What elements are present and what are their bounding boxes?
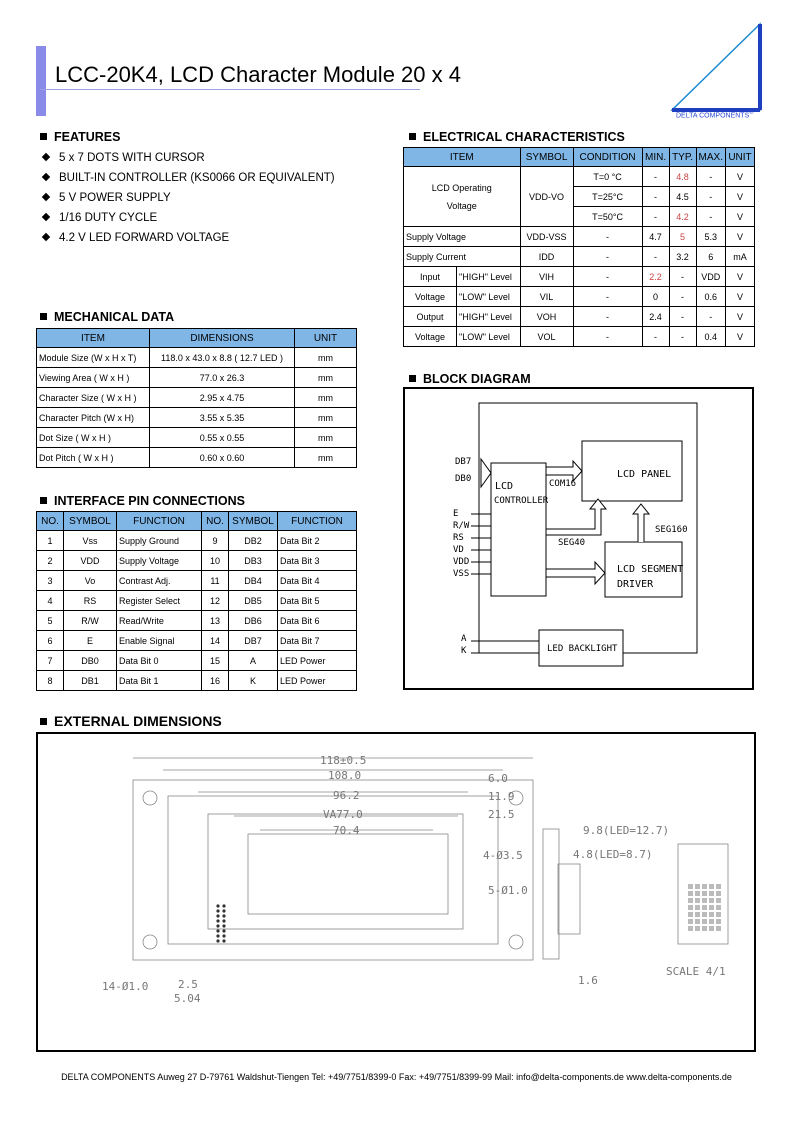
char-dot (702, 891, 707, 896)
table-row: 4 RS Register Select 12 DB5 Data Bit 5 (37, 591, 357, 611)
col-header: CONDITION (573, 148, 642, 167)
lcd-panel-label: LCD PANEL (617, 469, 672, 480)
table-row: T=50°C - 4.2 - V (404, 207, 755, 227)
char-dot (695, 884, 700, 889)
footer: DELTA COMPONENTS Auweg 27 D-79761 Waldshut-Tiengen Tel: +49/7751/8399-0 Fax: +49/7751/8399-99 Mail: info@delta-components.de www.delta-components.de (61, 1072, 732, 1082)
page-title: LCC-20K4, LCD Character Module 20 x 4 (55, 62, 461, 87)
interface-heading: INTERFACE PIN CONNECTIONS (40, 494, 245, 508)
dim-label: 96.2 (333, 789, 360, 802)
feature-item: 5 V POWER SUPPLY (40, 188, 335, 208)
char-dot (688, 884, 693, 889)
table-row: Input "HIGH" Level VIH - 2.2 - VDD V (404, 267, 755, 287)
external-dimensions-drawing (38, 734, 754, 1050)
char-dot (716, 898, 721, 903)
title-underline (40, 89, 420, 90)
char-dot (716, 926, 721, 931)
char-dot (695, 905, 700, 910)
col-header: ITEM (404, 148, 521, 167)
char-dot (702, 926, 707, 931)
db0-label: DB0 (455, 474, 472, 484)
dim-label: 70.4 (333, 824, 360, 837)
char-dot (716, 905, 721, 910)
block-heading: BLOCK DIAGRAM (409, 372, 531, 386)
dim-label: 2.5 (178, 978, 198, 991)
k-label: K (461, 646, 467, 656)
col-header: FUNCTION (117, 512, 202, 531)
a-label: A (461, 634, 467, 644)
pin-hole (216, 909, 219, 912)
db7-label: DB7 (455, 457, 472, 467)
char-dot (709, 912, 714, 917)
char-dot (702, 884, 707, 889)
dim-label: 6.0 (488, 772, 508, 785)
features-heading: FEATURES (40, 130, 120, 144)
char-dot (688, 926, 693, 931)
col-header: MIN. (642, 148, 669, 167)
table-row: 2 VDD Supply Voltage 10 DB3 Data Bit 3 (37, 551, 357, 571)
char-dot (688, 905, 693, 910)
table-row: T=25°C - 4.5 - V (404, 187, 755, 207)
char-dot (702, 919, 707, 924)
block-diagram (405, 389, 752, 688)
dim-label: 4-Ø3.5 (483, 849, 523, 862)
char-dot (695, 919, 700, 924)
table-row: Supply Current IDD - - 3.2 6 mA (404, 247, 755, 267)
features-list (40, 148, 335, 248)
pin-hole (216, 924, 219, 927)
table-row: Character Size ( W x H ) 2.95 x 4.75 mm (37, 388, 357, 408)
electrical-table (403, 147, 755, 347)
char-dot (702, 898, 707, 903)
char-dot (709, 919, 714, 924)
col-header: MAX. (696, 148, 725, 167)
logo-text: DELTA COMPONENTS® (676, 110, 754, 120)
seg-driver-label: LCD SEGMENT (617, 564, 684, 575)
pin-hole (216, 934, 219, 937)
pin-hole (222, 939, 225, 942)
dim-label: 5-Ø1.0 (488, 884, 528, 897)
col-header: TYP. (669, 148, 696, 167)
pin-hole (222, 919, 225, 922)
table-row: 5 R/W Read/Write 13 DB6 Data Bit 6 (37, 611, 357, 631)
char-dot (688, 891, 693, 896)
col-header: UNIT (726, 148, 755, 167)
table-row: Dot Size ( W x H ) 0.55 x 0.55 mm (37, 428, 357, 448)
feature-item: BUILT-IN CONTROLLER (KS0066 OR EQUIVALENT) (40, 168, 335, 188)
char-dot (709, 884, 714, 889)
led-backlight-label: LED BACKLIGHT (547, 644, 618, 654)
table-row: 7 DB0 Data Bit 0 15 A LED Power (37, 651, 357, 671)
table-row: Voltage "LOW" Level VOL - - - 0.4 V (404, 327, 755, 347)
dim-label: SCALE 4/1 (666, 965, 726, 978)
electrical-heading: ELECTRICAL CHARACTERISTICS (409, 130, 625, 144)
com16-label: COM16 (549, 479, 577, 489)
dim-label: 1.6 (578, 974, 598, 987)
title-accent-bar (36, 46, 46, 116)
pin-hole (216, 914, 219, 917)
char-dot (702, 905, 707, 910)
dim-label: 14-Ø1.0 (102, 980, 149, 993)
char-dot (695, 891, 700, 896)
char-dot (709, 891, 714, 896)
pin-label-vd: VD (453, 545, 464, 555)
mechanical-table (36, 328, 357, 468)
char-dot (709, 926, 714, 931)
dim-label: 108.0 (328, 769, 362, 782)
col-header: SYMBOL (229, 512, 278, 531)
char-dot (709, 898, 714, 903)
table-row: LCD Operating Voltage VDD-VO T=0 °C - 4.8 - V (404, 167, 755, 187)
interface-table (36, 511, 357, 691)
pin-hole (222, 924, 225, 927)
col-header: NO. (202, 512, 229, 531)
table-row: Dot Pitch ( W x H ) 0.60 x 0.60 mm (37, 448, 357, 468)
external-heading: EXTERNAL DIMENSIONS (40, 713, 222, 729)
char-dot (695, 912, 700, 917)
table-row: 8 DB1 Data Bit 1 16 K LED Power (37, 671, 357, 691)
dim-label: 11.9 (488, 790, 515, 803)
dim-label: 5.04 (174, 992, 201, 1005)
feature-item: 1/16 DUTY CYCLE (40, 208, 335, 228)
char-dot (716, 919, 721, 924)
char-dot (688, 919, 693, 924)
pin-label-vdd: VDD (453, 557, 470, 567)
seg40-label: SEG40 (558, 538, 586, 548)
pin-hole (216, 939, 219, 942)
char-dot (716, 884, 721, 889)
feature-item: 5 x 7 DOTS WITH CURSOR (40, 148, 335, 168)
char-dot (716, 912, 721, 917)
lcd-label: LCD (495, 481, 514, 492)
table-row: 3 Vo Contrast Adj. 11 DB4 Data Bit 4 (37, 571, 357, 591)
table-row: Module Size (W x H x T) 118.0 x 43.0 x 8.8 ( 12.7 LED ) mm (37, 348, 357, 368)
dim-label: 118±0.5 (320, 754, 367, 767)
feature-item: 4.2 V LED FORWARD VOLTAGE (40, 228, 335, 248)
pin-label-rw: R/W (453, 521, 470, 531)
controller-label: CONTROLLER (494, 496, 549, 506)
char-dot (695, 898, 700, 903)
char-dot (688, 898, 693, 903)
mechanical-heading: MECHANICAL DATA (40, 310, 174, 324)
table-row: Viewing Area ( W x H ) 77.0 x 26.3 mm (37, 368, 357, 388)
char-dot (702, 912, 707, 917)
pin-label-rs: RS (453, 533, 464, 543)
dim-label: 9.8(LED=12.7) (583, 824, 670, 837)
pin-hole (216, 929, 219, 932)
pin-hole (222, 909, 225, 912)
pin-hole (222, 904, 225, 907)
char-dot (716, 891, 721, 896)
char-dot (709, 905, 714, 910)
table-row: Character Pitch (W x H) 3.55 x 5.35 mm (37, 408, 357, 428)
seg160-label: SEG160 (655, 525, 688, 535)
pin-hole (222, 934, 225, 937)
pin-dots (216, 904, 225, 942)
col-header: DIMENSIONS (150, 329, 295, 348)
col-header: SYMBOL (520, 148, 573, 167)
dim-label: 21.5 (488, 808, 515, 821)
char-dot (695, 926, 700, 931)
table-row: Supply Voltage VDD-VSS - 4.7 5 5.3 V (404, 227, 755, 247)
char-dot (688, 912, 693, 917)
pin-label-vss: VSS (453, 569, 470, 579)
table-row: Voltage "LOW" Level VIL - 0 - 0.6 V (404, 287, 755, 307)
pin-hole (222, 914, 225, 917)
col-header: NO. (37, 512, 64, 531)
pin-hole (222, 929, 225, 932)
table-row: 6 E Enable Signal 14 DB7 Data Bit 7 (37, 631, 357, 651)
pin-hole (216, 919, 219, 922)
table-row: 1 Vss Supply Ground 9 DB2 Data Bit 2 (37, 531, 357, 551)
delta-logo-icon (668, 22, 768, 114)
col-header: FUNCTION (278, 512, 357, 531)
pin-label-e: E (453, 509, 459, 519)
seg-driver-label-2: DRIVER (617, 579, 654, 590)
pin-hole (216, 904, 219, 907)
table-row: Output "HIGH" Level VOH - 2.4 - - V (404, 307, 755, 327)
dim-label: 4.8(LED=8.7) (573, 848, 653, 861)
col-header: ITEM (37, 329, 150, 348)
col-header: UNIT (295, 329, 357, 348)
dim-label: VA77.0 (323, 808, 363, 821)
character-grid (688, 884, 721, 931)
col-header: SYMBOL (64, 512, 117, 531)
